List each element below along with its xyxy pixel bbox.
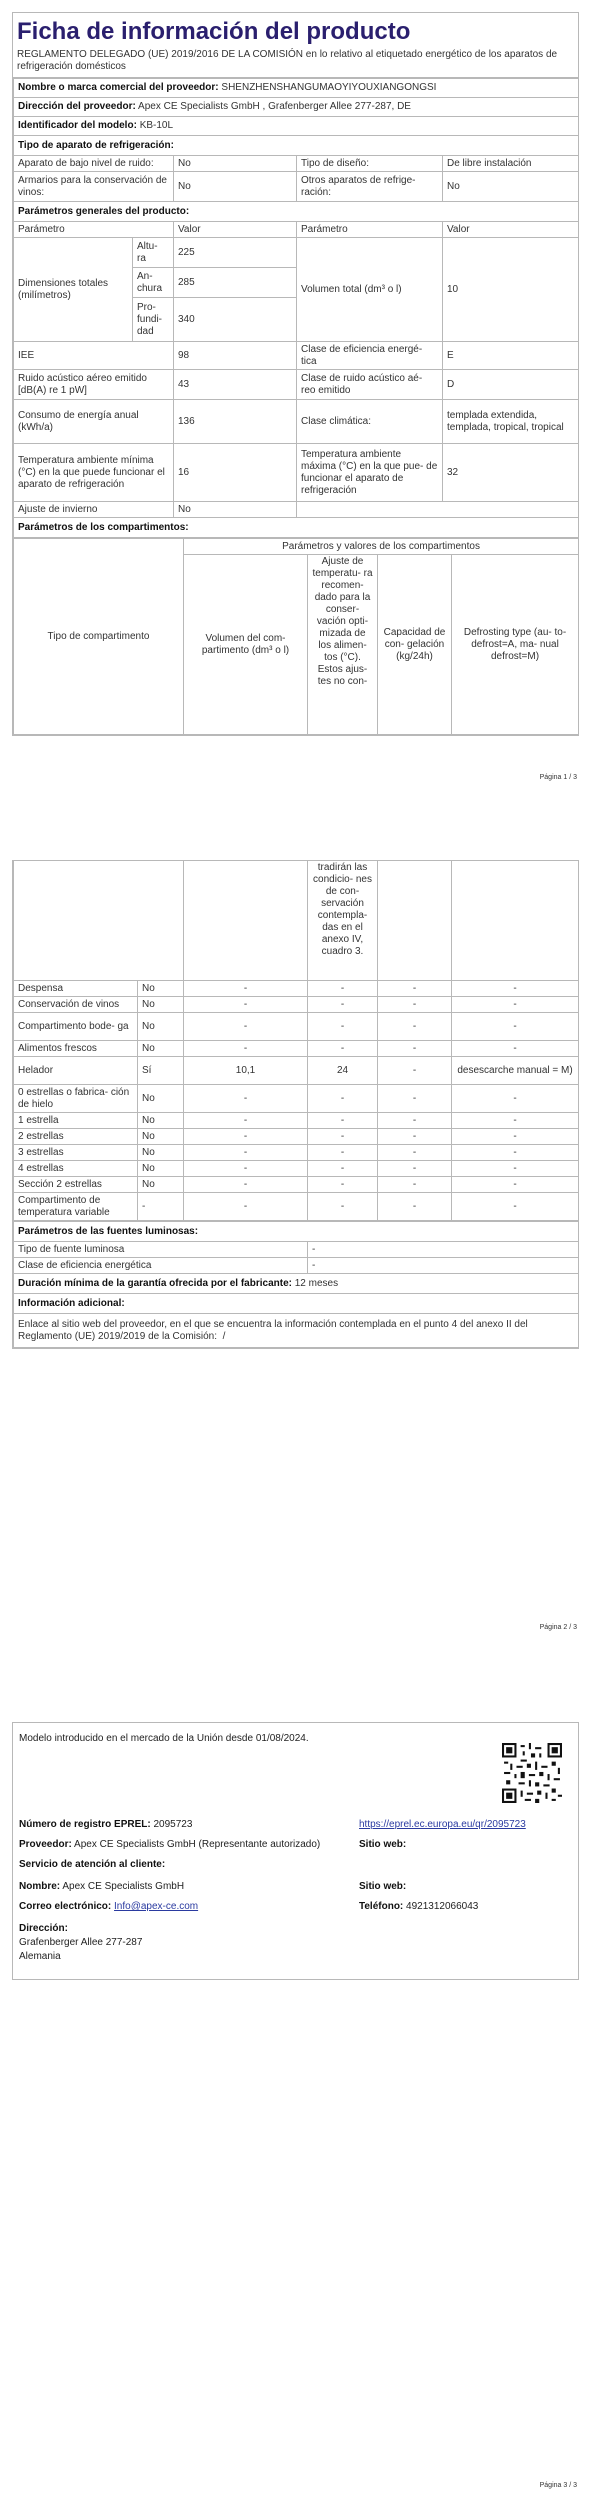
comp-freeze: - [378,997,452,1013]
comp-present: No [138,1113,184,1129]
comp-present: No [138,1041,184,1057]
table-row [14,1161,579,1177]
email-link[interactable]: Info@apex-ce.com [114,1901,199,1912]
other-label: Otros aparatos de refrige- ración: [297,172,443,202]
max-temp-value: 32 [443,444,579,502]
comp-present: No [138,997,184,1013]
provider-value: Apex CE Specialists GmbH (Representante autorizado) [74,1839,321,1850]
light-class-label: Clase de eficiencia energética [14,1258,308,1274]
comp-defrost: - [452,1161,579,1177]
total-volume-value: 10 [443,238,579,342]
eei-label: IEE [14,342,174,370]
comp-name: Despensa [14,981,138,997]
noise-class-label: Clase de ruido acústico aé- reo emitido [297,370,443,400]
comp-name: Sección 2 estrellas [14,1177,138,1193]
comp-defrost: - [452,1113,579,1129]
compartments-table [13,860,579,1221]
comp-defrost: - [452,1085,579,1113]
general-params-label: Parámetros generales del producto: [14,202,579,222]
table-row [14,1057,579,1085]
table-row [14,1085,579,1113]
compartments-label: Parámetros de los compartimentos: [14,518,579,538]
comp-temp: - [308,1145,378,1161]
comp-name: 3 estrellas [14,1145,138,1161]
page-number: Página 1 / 3 [539,774,577,781]
comp-volume: 10,1 [184,1057,308,1085]
noise-label: Ruido acústico aéreo emitido [dB(A) re 1 pW] [14,370,174,400]
table-row [14,981,579,997]
table-row [14,1177,579,1193]
compartments-header-table [13,538,579,735]
noise-value: 43 [174,370,297,400]
additional-label: Información adicional: [14,1294,579,1314]
comp-volume: - [184,1013,308,1041]
comp-temp: - [308,997,378,1013]
comp-name: 0 estrellas o fabrica- ción de hielo [14,1085,138,1113]
comp-params-header: Parámetros y valores de los compartimentos [184,539,579,555]
comp-freeze: - [378,1161,452,1177]
comp-freeze-header: Capacidad de con- gelación (kg/24h) [378,555,452,735]
additional-text: Enlace al sitio web del proveedor, en el que se encuentra la información contemplada en el punto 4 del anexo II del Reglamento (UE) 2019/2019 de la Comisión: [18,1318,528,1342]
comp-name: Compartimento bode- ga [14,1013,138,1041]
comp-freeze: - [378,1145,452,1161]
comp-freeze: - [378,1085,452,1113]
light-type-label: Tipo de fuente luminosa [14,1242,308,1258]
comp-volume: - [184,1193,308,1221]
param-header-2: Parámetro [297,222,443,238]
comp-freeze: - [378,1013,452,1041]
comp-defrost: - [452,997,579,1013]
page-3 [0,1672,591,2510]
comp-freeze: - [378,1057,452,1085]
comp-name: 2 estrellas [14,1129,138,1145]
provider-label: Proveedor: [19,1839,72,1850]
winter-label: Ajuste de invierno [14,502,174,518]
model-label: Identificador del modelo: [18,120,137,131]
width-value: 285 [174,268,297,298]
comp-name: 4 estrellas [14,1161,138,1177]
min-temp-label: Temperatura ambiente mínima (°C) en la que puede funcionar el aparato de refrigeración [14,444,174,502]
energy-class-value: E [443,342,579,370]
comp-present: No [138,1013,184,1041]
comp-present: No [138,1085,184,1113]
wine-label: Armarios para la conservación de vinos: [14,172,174,202]
table-row [14,1041,579,1057]
address-label: Dirección: [19,1923,68,1934]
param-header: Parámetro [14,222,174,238]
comp-temp: - [308,1193,378,1221]
comp-freeze: - [378,981,452,997]
height-label: Altu- ra [133,238,174,268]
comp-volume: - [184,1129,308,1145]
table-row [14,1013,579,1041]
model-id: KB-10L [139,120,174,131]
other-value: No [443,172,579,202]
comp-volume: - [184,1145,308,1161]
page-number: Página 2 / 3 [539,1624,577,1631]
comp-defrost: - [452,1193,579,1221]
comp-present: No [138,1177,184,1193]
comp-temp: - [308,1113,378,1129]
comp-freeze: - [378,1177,452,1193]
comp-name: Helador [14,1057,138,1085]
warranty-value: 12 meses [294,1277,339,1289]
comp-volume: - [184,1177,308,1193]
comp-temp-header-part1: Ajuste de temperatu- ra recomen- dado para la conser- vación opti- mizada de los alimen- tos (°C). Estos ajus- tes no con- [308,555,378,735]
address-line-2: Alemania [19,1951,61,1962]
table-row [14,1129,579,1145]
comp-present: No [138,981,184,997]
comp-name: 1 estrella [14,1113,138,1129]
comp-name: Alimentos frescos [14,1041,138,1057]
low-noise-value: No [174,156,297,172]
comp-temp: - [308,981,378,997]
comp-defrost: - [452,1013,579,1041]
comp-freeze: - [378,1129,452,1145]
light-table [13,1221,579,1348]
eprel-link[interactable]: https://eprel.ec.europa.eu/qr/2095723 [359,1819,526,1830]
comp-defrost: - [452,1041,579,1057]
website2-label: Sitio web: [359,1881,407,1892]
eprel-label: Número de registro EPREL: [19,1819,151,1830]
page-2 [0,836,591,1636]
climate-label: Clase climática: [297,400,443,444]
low-noise-label: Aparato de bajo nivel de ruido: [14,156,174,172]
comp-temp: - [308,1085,378,1113]
comp-temp: - [308,1041,378,1057]
comp-volume: - [184,1161,308,1177]
comp-volume: - [184,1085,308,1113]
comp-temp: - [308,1129,378,1145]
address-line-1: Grafenberger Allee 277-287 [19,1937,143,1948]
eprel-value: 2095723 [153,1819,193,1830]
appliance-type-label: Tipo de aparato de refrigeración: [14,136,579,156]
qr-code-icon [502,1743,562,1803]
depth-value: 340 [174,298,297,342]
dimensions-label: Dimensiones totales (milímetros) [14,238,133,342]
page-1-frame [12,12,579,736]
consumption-label: Consumo de energía anual (kWh/a) [14,400,174,444]
min-temp-value: 16 [174,444,297,502]
height-value: 225 [174,238,297,268]
consumption-value: 136 [174,400,297,444]
width-label: An- chura [133,268,174,298]
eei-value: 98 [174,342,297,370]
comp-volume: - [184,1113,308,1129]
comp-defrost: - [452,1177,579,1193]
comp-present: - [138,1193,184,1221]
comp-temp: - [308,1161,378,1177]
design-type-value: De libre instalación [443,156,579,172]
wine-value: No [174,172,297,202]
page-3-frame [12,1722,579,1980]
name-value: Apex CE Specialists GmbH [62,1881,185,1892]
comp-volume: - [184,981,308,997]
supplier-address: Apex CE Specialists GmbH , Grafenberger Allee 277-287, DE [138,101,411,112]
comp-defrost: - [452,1145,579,1161]
phone-value: 4921312066043 [406,1901,479,1912]
comp-present: No [138,1145,184,1161]
max-temp-label: Temperatura ambiente máxima (°C) en la que pue- de funcionar el aparato de refrigeración [297,444,443,502]
winter-value: No [174,502,297,518]
noise-class-value: D [443,370,579,400]
comp-temp-header-part2: tradirán las condicio- nes de con- servación contempla- das en el anexo IV, cuadro 3. [308,861,378,981]
email-label: Correo electrónico: [19,1901,112,1912]
comp-defrost-header: Defrosting type (au- to-defrost=A, ma- nual defrost=M) [452,555,579,735]
service-label: Servicio de atención al cliente: [19,1859,166,1870]
page-1 [0,0,591,790]
supplier-address-label: Dirección del proveedor: [18,101,136,112]
additional-value: / [222,1330,226,1342]
table-row [14,1145,579,1161]
comp-name: Compartimento de temperatura variable [14,1193,138,1221]
total-volume-label: Volumen total (dm³ o l) [297,238,443,342]
comp-temp: - [308,1177,378,1193]
comp-present: No [138,1161,184,1177]
comp-freeze: - [378,1113,452,1129]
website-label: Sitio web: [359,1839,407,1850]
warranty-label: Duración mínima de la garantía ofrecida por el fabricante: [18,1277,292,1289]
supplier-name-label: Nombre o marca comercial del proveedor: [18,82,219,93]
comp-present: Sí [138,1057,184,1085]
page-title: Ficha de información del producto [17,18,411,45]
light-label: Parámetros de las fuentes luminosas: [14,1222,579,1242]
supplier-name: SHENZHENSHANGUMAOYIYOUXIANGONGSI [221,82,437,93]
light-class-value: - [308,1258,579,1274]
table-row [14,1193,579,1221]
name-label: Nombre: [19,1881,61,1892]
comp-volume: - [184,1041,308,1057]
depth-label: Pro- fundi- dad [133,298,174,342]
energy-class-label: Clase de eficiencia energé- tica [297,342,443,370]
comp-type-header: Tipo de compartimento [14,539,184,735]
page-2-frame [12,860,579,1349]
value-header: Valor [174,222,297,238]
light-type-value: - [308,1242,579,1258]
design-type-label: Tipo de diseño: [297,156,443,172]
comp-freeze: - [378,1041,452,1057]
info-table [13,78,579,538]
comp-defrost: desescarche manual = M) [452,1057,579,1085]
comp-defrost: - [452,1129,579,1145]
comp-temp: - [308,1013,378,1041]
climate-value: templada extendida, templada, tropical, tropical [443,400,579,444]
comp-volume: - [184,997,308,1013]
value-header-2: Valor [443,222,579,238]
comp-defrost: - [452,981,579,997]
table-row [14,997,579,1013]
comp-present: No [138,1129,184,1145]
page-number: Página 3 / 3 [539,2482,577,2489]
comp-temp: 24 [308,1057,378,1085]
comp-freeze: - [378,1193,452,1221]
regulation-text: REGLAMENTO DELEGADO (UE) 2019/2016 DE LA COMISIÓN en lo relativo al etiquetado energético de los aparatos de refrigeración domésticos [13,47,578,78]
table-row [14,1113,579,1129]
comp-volume-header: Volumen del com- partimento (dm³ o l) [184,555,308,735]
comp-name: Conservación de vinos [14,997,138,1013]
market-date: Modelo introducido en el mercado de la Unión desde 01/08/2024. [19,1733,309,1744]
phone-label: Teléfono: [359,1901,404,1912]
